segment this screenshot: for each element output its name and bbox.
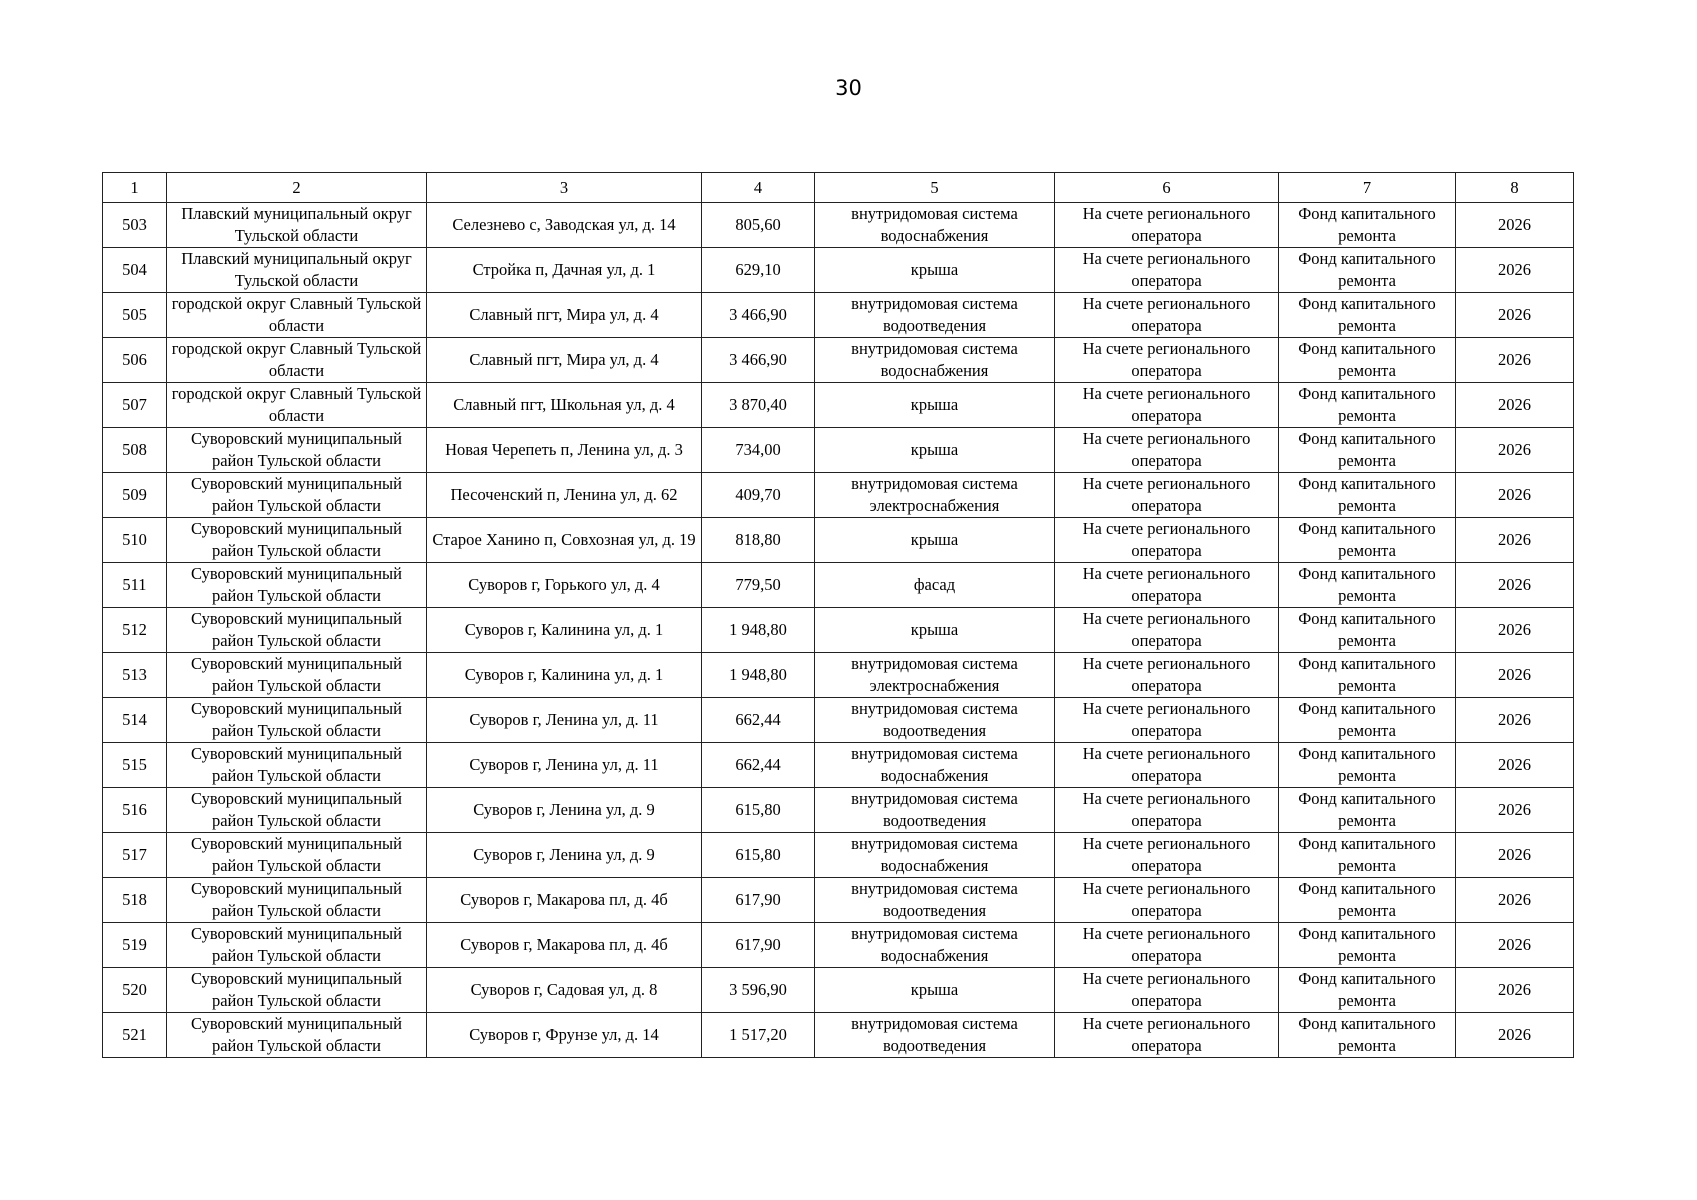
cell-address: Суворов г, Фрунзе ул, д. 14 (427, 1013, 702, 1058)
cell-fund-location: На счете регионального оператора (1055, 923, 1279, 968)
table-row (103, 968, 1574, 1013)
cell-area: 3 870,40 (702, 383, 815, 428)
cell-number: 510 (103, 518, 167, 563)
table-row (103, 383, 1574, 428)
table-row (103, 653, 1574, 698)
cell-funding-source: Фонд капитального ремонта (1279, 878, 1456, 923)
header-cell-work-type: 5 (815, 173, 1055, 203)
cell-fund-location: На счете регионального оператора (1055, 563, 1279, 608)
cell-funding-source: Фонд капитального ремонта (1279, 473, 1456, 518)
cell-year: 2026 (1456, 833, 1574, 878)
cell-fund-location: На счете регионального оператора (1055, 608, 1279, 653)
cell-number: 519 (103, 923, 167, 968)
cell-municipality: городской округ Славный Тульской области (167, 383, 427, 428)
cell-funding-source: Фонд капитального ремонта (1279, 653, 1456, 698)
table-row (103, 563, 1574, 608)
cell-number: 503 (103, 203, 167, 248)
table-row (103, 743, 1574, 788)
cell-fund-location: На счете регионального оператора (1055, 968, 1279, 1013)
cell-work-type: внутридомовая система водоснабжения (815, 833, 1055, 878)
cell-address: Славный пгт, Школьная ул, д. 4 (427, 383, 702, 428)
cell-year: 2026 (1456, 563, 1574, 608)
cell-year: 2026 (1456, 743, 1574, 788)
cell-municipality: Суворовский муниципальный район Тульской области (167, 518, 427, 563)
cell-municipality: Суворовский муниципальный район Тульской области (167, 698, 427, 743)
cell-municipality: Суворовский муниципальный район Тульской области (167, 833, 427, 878)
cell-address: Суворов г, Ленина ул, д. 11 (427, 743, 702, 788)
table-row (103, 428, 1574, 473)
table-row (103, 248, 1574, 293)
table-row (103, 1013, 1574, 1058)
cell-number: 512 (103, 608, 167, 653)
cell-work-type: внутридомовая система электроснабжения (815, 653, 1055, 698)
cell-municipality: Суворовский муниципальный район Тульской области (167, 923, 427, 968)
cell-address: Суворов г, Ленина ул, д. 11 (427, 698, 702, 743)
table-body (103, 173, 1574, 1058)
cell-number: 515 (103, 743, 167, 788)
cell-year: 2026 (1456, 698, 1574, 743)
cell-funding-source: Фонд капитального ремонта (1279, 968, 1456, 1013)
cell-fund-location: На счете регионального оператора (1055, 473, 1279, 518)
cell-fund-location: На счете регионального оператора (1055, 248, 1279, 293)
cell-funding-source: Фонд капитального ремонта (1279, 338, 1456, 383)
table-row (103, 338, 1574, 383)
repair-schedule-table (102, 172, 1574, 1058)
header-cell-address: 3 (427, 173, 702, 203)
cell-fund-location: На счете регионального оператора (1055, 203, 1279, 248)
cell-fund-location: На счете регионального оператора (1055, 518, 1279, 563)
cell-work-type: внутридомовая система водоснабжения (815, 743, 1055, 788)
cell-area: 662,44 (702, 698, 815, 743)
cell-area: 617,90 (702, 923, 815, 968)
cell-address: Старое Ханино п, Совхозная ул, д. 19 (427, 518, 702, 563)
cell-funding-source: Фонд капитального ремонта (1279, 923, 1456, 968)
cell-address: Славный пгт, Мира ул, д. 4 (427, 293, 702, 338)
cell-municipality: Суворовский муниципальный район Тульской области (167, 878, 427, 923)
cell-municipality: Суворовский муниципальный район Тульской области (167, 563, 427, 608)
cell-work-type: крыша (815, 968, 1055, 1013)
cell-fund-location: На счете регионального оператора (1055, 653, 1279, 698)
cell-number: 506 (103, 338, 167, 383)
cell-area: 779,50 (702, 563, 815, 608)
cell-funding-source: Фонд капитального ремонта (1279, 383, 1456, 428)
cell-municipality: Суворовский муниципальный район Тульской области (167, 428, 427, 473)
cell-municipality: Суворовский муниципальный район Тульской области (167, 653, 427, 698)
cell-area: 615,80 (702, 833, 815, 878)
cell-area: 1 948,80 (702, 608, 815, 653)
table-row (103, 203, 1574, 248)
cell-work-type: внутридомовая система водоотведения (815, 1013, 1055, 1058)
cell-number: 504 (103, 248, 167, 293)
cell-year: 2026 (1456, 428, 1574, 473)
table-header-row (103, 173, 1574, 203)
cell-municipality: городской округ Славный Тульской области (167, 338, 427, 383)
table-row (103, 788, 1574, 833)
cell-fund-location: На счете регионального оператора (1055, 878, 1279, 923)
cell-funding-source: Фонд капитального ремонта (1279, 698, 1456, 743)
cell-address: Славный пгт, Мира ул, д. 4 (427, 338, 702, 383)
cell-fund-location: На счете регионального оператора (1055, 338, 1279, 383)
table-row (103, 293, 1574, 338)
cell-funding-source: Фонд капитального ремонта (1279, 563, 1456, 608)
cell-area: 805,60 (702, 203, 815, 248)
cell-year: 2026 (1456, 293, 1574, 338)
header-cell-year: 8 (1456, 173, 1574, 203)
cell-area: 409,70 (702, 473, 815, 518)
cell-work-type: внутридомовая система водоотведения (815, 698, 1055, 743)
cell-year: 2026 (1456, 383, 1574, 428)
table-row (103, 518, 1574, 563)
cell-work-type: внутридомовая система водоотведения (815, 788, 1055, 833)
cell-address: Суворов г, Калинина ул, д. 1 (427, 653, 702, 698)
cell-year: 2026 (1456, 788, 1574, 833)
cell-number: 509 (103, 473, 167, 518)
table-row (103, 473, 1574, 518)
cell-fund-location: На счете регионального оператора (1055, 743, 1279, 788)
cell-address: Стройка п, Дачная ул, д. 1 (427, 248, 702, 293)
cell-area: 617,90 (702, 878, 815, 923)
cell-year: 2026 (1456, 608, 1574, 653)
cell-funding-source: Фонд капитального ремонта (1279, 518, 1456, 563)
cell-area: 3 466,90 (702, 293, 815, 338)
cell-number: 507 (103, 383, 167, 428)
cell-year: 2026 (1456, 338, 1574, 383)
cell-area: 3 596,90 (702, 968, 815, 1013)
header-cell-fund-location: 6 (1055, 173, 1279, 203)
cell-area: 629,10 (702, 248, 815, 293)
cell-funding-source: Фонд капитального ремонта (1279, 743, 1456, 788)
cell-address: Суворов г, Макарова пл, д. 4б (427, 923, 702, 968)
cell-fund-location: На счете регионального оператора (1055, 1013, 1279, 1058)
table-row (103, 923, 1574, 968)
cell-work-type: внутридомовая система электроснабжения (815, 473, 1055, 518)
cell-work-type: внутридомовая система водоотведения (815, 293, 1055, 338)
cell-address: Суворов г, Горького ул, д. 4 (427, 563, 702, 608)
header-cell-municipality: 2 (167, 173, 427, 203)
cell-number: 511 (103, 563, 167, 608)
cell-municipality: Суворовский муниципальный район Тульской области (167, 608, 427, 653)
cell-work-type: крыша (815, 608, 1055, 653)
table-row (103, 833, 1574, 878)
cell-work-type: фасад (815, 563, 1055, 608)
cell-funding-source: Фонд капитального ремонта (1279, 608, 1456, 653)
header-cell-area: 4 (702, 173, 815, 203)
cell-work-type: внутридомовая система водоснабжения (815, 923, 1055, 968)
cell-municipality: Плавский муниципальный округ Тульской области (167, 248, 427, 293)
cell-municipality: городской округ Славный Тульской области (167, 293, 427, 338)
header-cell-number: 1 (103, 173, 167, 203)
cell-fund-location: На счете регионального оператора (1055, 788, 1279, 833)
cell-year: 2026 (1456, 923, 1574, 968)
table-row (103, 608, 1574, 653)
cell-number: 505 (103, 293, 167, 338)
cell-address: Песоченский п, Ленина ул, д. 62 (427, 473, 702, 518)
cell-year: 2026 (1456, 203, 1574, 248)
cell-area: 1 517,20 (702, 1013, 815, 1058)
cell-fund-location: На счете регионального оператора (1055, 293, 1279, 338)
cell-year: 2026 (1456, 653, 1574, 698)
cell-fund-location: На счете регионального оператора (1055, 833, 1279, 878)
cell-number: 521 (103, 1013, 167, 1058)
cell-address: Суворов г, Ленина ул, д. 9 (427, 833, 702, 878)
cell-municipality: Суворовский муниципальный район Тульской области (167, 473, 427, 518)
cell-municipality: Суворовский муниципальный район Тульской области (167, 788, 427, 833)
cell-fund-location: На счете регионального оператора (1055, 698, 1279, 743)
cell-work-type: крыша (815, 383, 1055, 428)
cell-address: Суворов г, Садовая ул, д. 8 (427, 968, 702, 1013)
cell-year: 2026 (1456, 518, 1574, 563)
cell-funding-source: Фонд капитального ремонта (1279, 293, 1456, 338)
cell-year: 2026 (1456, 248, 1574, 293)
cell-area: 662,44 (702, 743, 815, 788)
cell-address: Новая Черепеть п, Ленина ул, д. 3 (427, 428, 702, 473)
cell-address: Селезнево с, Заводская ул, д. 14 (427, 203, 702, 248)
cell-number: 514 (103, 698, 167, 743)
table-row (103, 698, 1574, 743)
cell-funding-source: Фонд капитального ремонта (1279, 248, 1456, 293)
cell-area: 615,80 (702, 788, 815, 833)
cell-address: Суворов г, Калинина ул, д. 1 (427, 608, 702, 653)
cell-year: 2026 (1456, 968, 1574, 1013)
cell-year: 2026 (1456, 878, 1574, 923)
cell-funding-source: Фонд капитального ремонта (1279, 788, 1456, 833)
cell-number: 517 (103, 833, 167, 878)
cell-year: 2026 (1456, 473, 1574, 518)
page-number: 30 (835, 76, 862, 100)
cell-fund-location: На счете регионального оператора (1055, 383, 1279, 428)
cell-number: 520 (103, 968, 167, 1013)
cell-municipality: Суворовский муниципальный район Тульской области (167, 1013, 427, 1058)
cell-work-type: крыша (815, 428, 1055, 473)
cell-area: 3 466,90 (702, 338, 815, 383)
cell-number: 518 (103, 878, 167, 923)
cell-work-type: внутридомовая система водоснабжения (815, 203, 1055, 248)
cell-funding-source: Фонд капитального ремонта (1279, 1013, 1456, 1058)
cell-address: Суворов г, Ленина ул, д. 9 (427, 788, 702, 833)
cell-area: 818,80 (702, 518, 815, 563)
cell-work-type: внутридомовая система водоснабжения (815, 338, 1055, 383)
cell-funding-source: Фонд капитального ремонта (1279, 428, 1456, 473)
cell-fund-location: На счете регионального оператора (1055, 428, 1279, 473)
cell-number: 508 (103, 428, 167, 473)
table-row (103, 878, 1574, 923)
cell-work-type: крыша (815, 248, 1055, 293)
cell-municipality: Суворовский муниципальный район Тульской области (167, 743, 427, 788)
cell-number: 513 (103, 653, 167, 698)
cell-work-type: крыша (815, 518, 1055, 563)
header-cell-funding-source: 7 (1279, 173, 1456, 203)
cell-work-type: внутридомовая система водоотведения (815, 878, 1055, 923)
cell-municipality: Плавский муниципальный округ Тульской области (167, 203, 427, 248)
cell-year: 2026 (1456, 1013, 1574, 1058)
cell-area: 734,00 (702, 428, 815, 473)
cell-number: 516 (103, 788, 167, 833)
cell-address: Суворов г, Макарова пл, д. 4б (427, 878, 702, 923)
cell-funding-source: Фонд капитального ремонта (1279, 833, 1456, 878)
cell-funding-source: Фонд капитального ремонта (1279, 203, 1456, 248)
cell-municipality: Суворовский муниципальный район Тульской области (167, 968, 427, 1013)
cell-area: 1 948,80 (702, 653, 815, 698)
